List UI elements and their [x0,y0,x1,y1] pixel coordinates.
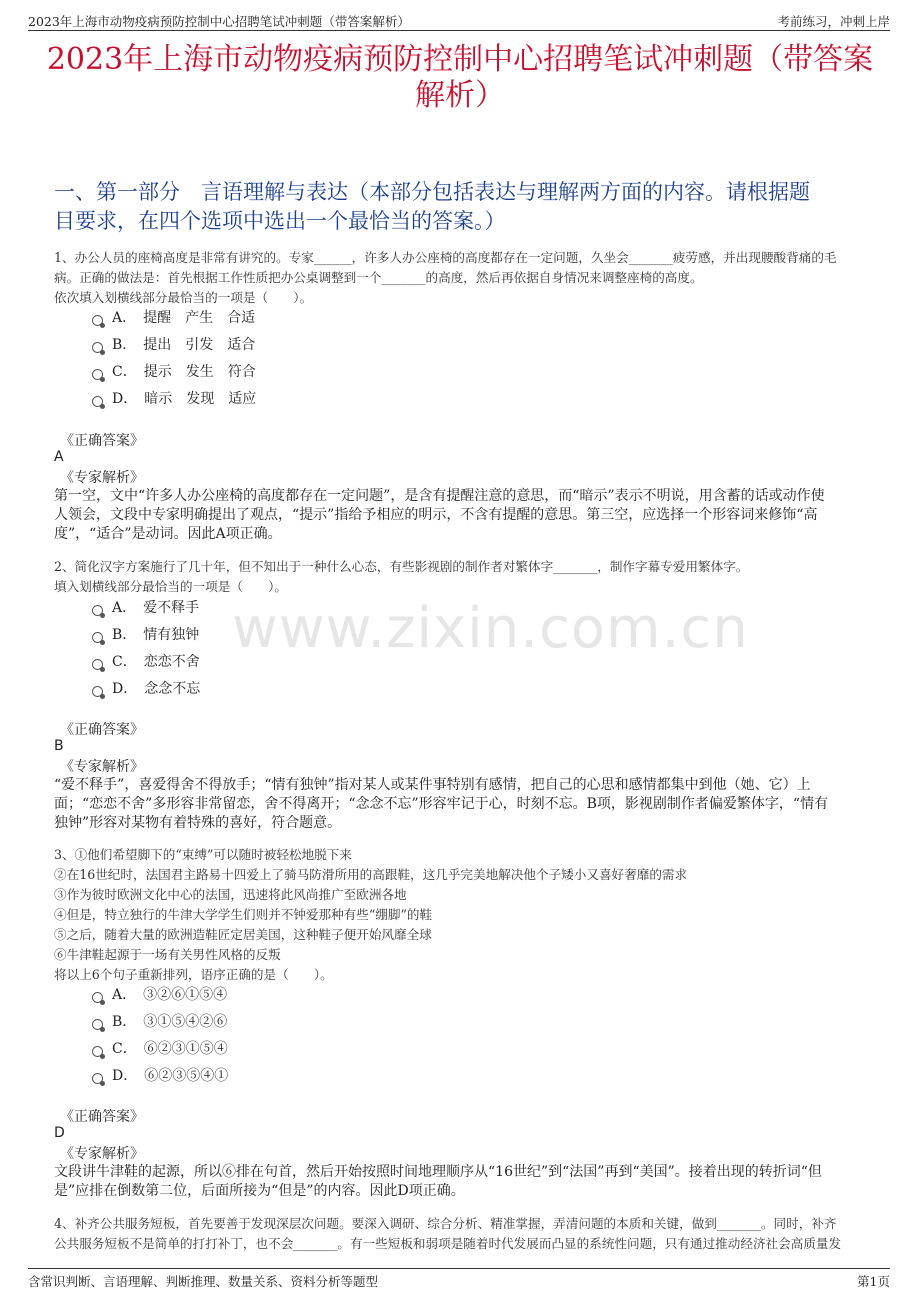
q2-answer: B [54,738,64,754]
analysis-line: 是”应排在倒数第二位，后面所接为“但是”的内容。因此D项正确。 [54,1183,465,1199]
option-label: B． 提出 引发 适合 [112,337,256,353]
header-doc-title: 2023年上海市动物疫病预防控制中心招聘笔试冲刺题（带答案解析） [28,14,410,29]
analysis-line: 人领会，文段中专家明确提出了观点，“提示”指给予相应的明示，不含有提醒的意思。第三空，应选择一个形容词来修饰“高 [54,507,818,523]
q1-option-d[interactable] [92,389,256,409]
question-text: 公共服务短板不是简单的打打补丁，也不会_______。有一些短板和弱项是随着时代发展而凸显的系统性问题，只有通过推动经济社会高质量发 [54,1236,842,1251]
analysis-line: 面；“恋恋不舍”多形容非常留恋，舍不得离开；“念念不忘”形容牢记于心，时刻不忘。B项，影视剧制作者偏爱繁体字，“情有 [54,796,829,812]
section-line-2: 目要求，在四个选项中选出一个最恰当的答案。） [54,209,506,233]
option-label: D． 暗示 发现 适应 [112,391,257,407]
q2-option-a[interactable] [92,598,199,618]
option-label: C． 提示 发生 符合 [112,364,256,380]
radio-icon[interactable] [92,1019,103,1030]
option-label: C． ⑥②③①⑤④ [112,1041,228,1057]
option-label: C． 恋恋不舍 [112,654,200,670]
page-header [28,10,890,31]
radio-icon[interactable] [92,1073,103,1084]
q3-option-a[interactable] [92,985,227,1005]
analysis-line: 独钟”形容对某物有着特殊的喜好，符合题意。 [54,815,342,831]
analysis-line: “爱不释手”，喜爱得舍不得放手；“情有独钟”指对某人或某件事特别有感情，把自己的心思和感情都集中到他（她、它）上 [54,777,811,793]
section-heading [54,178,870,236]
radio-icon[interactable] [92,659,103,670]
option-label: B． 情有独钟 [112,627,200,643]
analysis-line: 第一空，文中“许多人办公座椅的高度都存在一定问题”，是含有提醒注意的意思，而“暗示”表示不明说，用含蓄的话或动作使 [54,488,825,504]
radio-icon[interactable] [92,315,103,326]
option-label: A． 爱不释手 [112,600,200,616]
header-slogan: 考前练习，冲刺上岸 [777,14,890,29]
q3-option-d[interactable] [92,1066,228,1086]
q2-answer-label: 《正确答案》 [60,722,144,738]
q1-analysis-label: 《专家解析》 [60,470,144,486]
question-text: 填入划横线部分最恰当的一项是（ ）。 [54,579,287,594]
question-text: 3、①他们希望脚下的“束缚”可以随时被轻松地脱下来 [54,847,352,862]
q2-analysis-label: 《专家解析》 [60,759,144,775]
section-line-1: 一、第一部分 言语理解与表达（本部分包括表达与理解两方面的内容。请根据题 [54,180,810,204]
q1-option-c[interactable] [92,362,256,382]
q3-answer-label: 《正确答案》 [60,1109,144,1125]
question-text: 1、办公人员的座椅高度是非常有讲究的。专家______，许多人办公座椅的高度都存在一定问题，久坐会_______疲劳感，并出现腰酸背痛的毛 [54,250,837,265]
radio-icon[interactable] [92,1046,103,1057]
radio-icon[interactable] [92,605,103,616]
question-text: ③作为彼时欧洲文化中心的法国，迅速将此风尚推广至欧洲各地 [54,887,407,902]
question-text: ④但是，特立独行的牛津大学学生们则并不钟爱那种有些“绷脚”的鞋 [54,907,433,922]
option-label: D． 念念不忘 [112,681,201,697]
question-text: ②在16世纪时，法国君主路易十四爱上了骑马防滑所用的高跟鞋，这几乎完美地解决他个子矮小又喜好奢靡的需求 [54,867,688,882]
question-text: 2、简化汉字方案施行了几十年，但不知出于一种什么心态，有些影视剧的制作者对繁体字_______，制作字幕专爱用繁体字。 [54,559,749,574]
q2-option-c[interactable] [92,652,200,672]
radio-icon[interactable] [92,686,103,697]
document-title [40,42,880,114]
footer-note: 含常识判断、言语理解、判断推理、数量关系、资料分析等题型 [28,1274,379,1289]
radio-icon[interactable] [92,632,103,643]
question-text: 将以上6个句子重新排列，语序正确的是（ ）。 [54,967,333,982]
analysis-line: 度”，“适合”是动词。因此A项正确。 [54,526,282,542]
question-text: ⑥牛津鞋起源于一场有关男性风格的反叛 [54,947,281,962]
question-text: ⑤之后，随着大量的欧洲造鞋匠定居美国，这种鞋子便开始风靡全球 [54,927,432,942]
q3-analysis [54,1163,870,1201]
page-footer [28,1268,890,1291]
q1-answer-label: 《正确答案》 [60,433,144,449]
q2-analysis [54,776,870,833]
option-label: A． ③②⑥①⑤④ [112,987,228,1003]
question-text: 依次填入划横线部分最恰当的一项是（ ）。 [54,290,313,305]
radio-icon[interactable] [92,396,103,407]
question-2-stem [54,557,868,597]
question-3-stem [54,845,868,985]
q3-analysis-label: 《专家解析》 [60,1146,144,1162]
radio-icon[interactable] [92,992,103,1003]
question-text: 4、补齐公共服务短板，首先要善于发现深层次问题。要深入调研、综合分析、精准掌握，弄清问题的本质和关键，做到_______。同时，补齐 [54,1216,837,1231]
question-4-stem [54,1214,868,1254]
q2-option-b[interactable] [92,625,199,645]
option-label: B． ③①⑤④②⑥ [112,1014,228,1030]
analysis-line: 文段讲牛津鞋的起源，所以⑥排在句首，然后开始按照时间地理顺序从“16世纪”到“法国”再到“美国”。接着出现的转折词“但 [54,1164,822,1180]
option-label: D． ⑥②③⑤④① [112,1068,229,1084]
q1-option-b[interactable] [92,335,255,355]
q3-option-c[interactable] [92,1039,228,1059]
question-text: 病。正确的做法是：首先根据工作性质把办公桌调整到一个_______的高度，然后再依据自身情况来调整座椅的高度。 [54,270,703,285]
title-line-2: 解析） [415,78,505,113]
q1-option-a[interactable] [92,308,255,328]
q2-option-d[interactable] [92,679,200,699]
q3-option-b[interactable] [92,1012,227,1032]
q3-answer: D [54,1125,65,1141]
watermark: www.zixin.com.cn [232,596,749,661]
radio-icon[interactable] [92,369,103,380]
q1-answer: A [54,449,64,465]
radio-icon[interactable] [92,342,103,353]
option-label: A． 提醒 产生 合适 [112,310,256,326]
page-number: 第1页 [857,1274,890,1289]
q1-analysis [54,487,870,544]
question-1-stem [54,248,868,308]
title-line-1: 2023年上海市动物疫病预防控制中心招聘笔试冲刺题（带答案 [46,42,874,77]
